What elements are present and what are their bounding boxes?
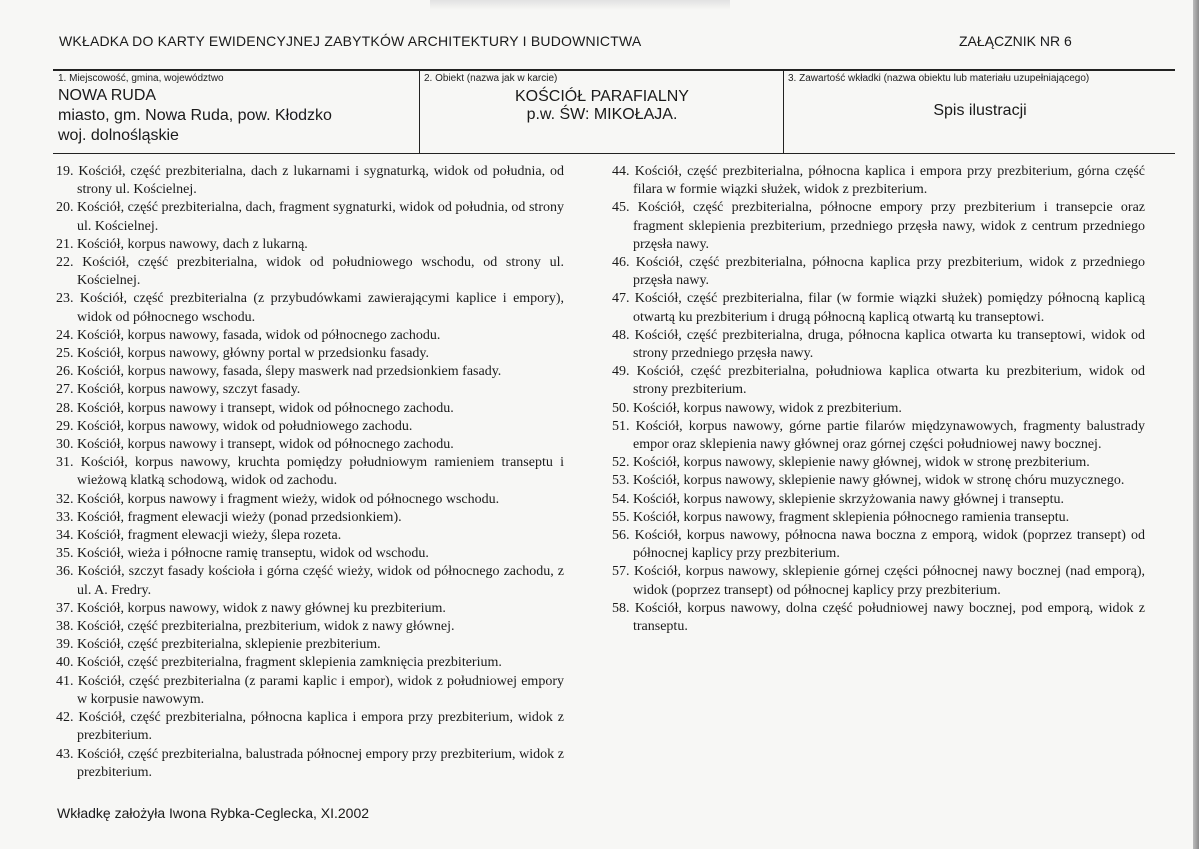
content-cell [783,71,1175,153]
list-item: 50. Kościół, korpus nawowy, widok z prezbiterium. [612,400,902,416]
scan-shadow [430,0,730,10]
list-item: 28. Kościół, korpus nawowy i transept, widok od północnego zachodu. [56,400,454,416]
list-item: 54. Kościół, korpus nawowy, sklepienie skrzyżowania nawy głównej i transeptu. [612,491,1065,507]
list-item: 34. Kościół, fragment elewacji wieży, ślepa rozeta. [56,528,342,544]
list-item: 31. Kościół, korpus nawowy, kruchta pomiędzy południowym ramieniem transeptu i wieżową klatką schodową, widok od zachodu. [56,455,564,489]
list-item: 22. Kościół, część prezbiterialna, widok od południowego wschodu, od strony ul. Kościelnej. [56,255,564,289]
object-dedication: p.w. ŚW: MIKOŁAJA. [526,106,678,123]
list-item: 19. Kościół, część prezbiterialna, dach z lukarnami i sygnaturką, widok od południa, od strony ul. Kościelnej. [56,164,564,198]
author-note: Wkładkę założyła Iwona Rybka-Ceglecka, XI.2002 [57,805,370,821]
list-item: 49. Kościół, część prezbiterialna, południowa kaplica otwarta ku prezbiterium, widok od strony prezbiterium. [612,364,1145,398]
list-item: 48. Kościół, część prezbiterialna, druga, północna kaplica otwarta ku transeptowi, widok od strony przedniego przęsła nawy. [612,327,1145,362]
list-item: 36. Kościół, szczyt fasady kościoła i górna część wieży, widok od północnego zachodu, z ul. A. Fredry. [56,564,564,598]
illustration-list-right [612,163,1145,636]
location-label: 1. Miejscowość, gmina, województwo [58,73,224,84]
list-item: 56. Kościół, korpus nawowy, północna nawa boczna z emporą, widok (poprzez transept) od północnej kaplicy przy prezbiterium. [612,528,1145,562]
list-item: 41. Kościół, część prezbiterialna (z parami kaplic i empor), widok z południowej empory w korpusie nawowym. [56,673,564,707]
list-item: 32. Kościół, korpus nawowy i fragment wieży, widok od północnego wschodu. [56,491,500,507]
list-item: 39. Kościół, część prezbiterialna, sklepienie prezbiterium. [56,637,381,653]
object-cell [419,71,783,153]
list-item: 29. Kościół, korpus nawowy, widok od południowego zachodu. [56,418,413,434]
illustration-list-left [56,163,564,782]
list-item: 43. Kościół, część prezbiterialna, balustrada północnej empory przy prezbiterium, widok z prezbiterium. [56,746,564,780]
list-item: 57. Kościół, korpus nawowy, sklepienie górnej części północnej nawy bocznej (nad emporą), widok (poprzez transept) od północnej kaplicy przy prezbiterium. [612,564,1145,598]
list-item: 27. Kościół, korpus nawowy, szczyt fasady. [56,382,301,398]
list-item: 20. Kościół, część prezbiterialna, dach, fragment sygnaturki, widok od południa, od strony ul. Kościelnej. [56,200,564,234]
list-item: 24. Kościół, korpus nawowy, fasada, widok od północnego zachodu. [56,327,441,343]
list-item: 33. Kościół, fragment elewacji wieży (ponad przedsionkiem). [56,509,402,525]
location-voivodeship: woj. dolnośląskie [58,127,179,144]
content-label: 3. Zawartość wkładki (nazwa obiektu lub materiału uzupełniającego) [788,73,1090,84]
form-header-table [53,69,1175,154]
list-item: 25. Kościół, korpus nawowy, główny portal w przedsionku fasady. [56,346,430,362]
list-item: 35. Kościół, wieża i północne ramię transeptu, widok od wschodu. [56,546,429,562]
list-item: 30. Kościół, korpus nawowy i transept, widok od północnego zachodu. [56,437,454,453]
list-item: 21. Kościół, korpus nawowy, dach z lukarną. [56,236,308,252]
list-item: 44. Kościół, część prezbiterialna, północna kaplica i empora przy prezbiterium, górna część filara w formie wiązki służek, widok z prezbiterium. [612,164,1145,198]
list-item: 38. Kościół, część prezbiterialna, prezbiterium, widok z nawy głównej. [56,619,455,635]
list-item: 51. Kościół, korpus nawowy, górne partie filarów międzynawowych, fragmenty balustrady empor oraz sklepienia nawy głównej oraz górnej części południowej nawy bocznej. [612,418,1145,453]
location-cell [53,71,419,153]
list-item: 45. Kościół, część prezbiterialna, północne empory przy prezbiterium i transepcie oraz fragment sklepienia prezbiterium, przedniego przęsła nawy, widok z centrum przedniego przęsła nawy. [612,200,1145,252]
list-item: 53. Kościół, korpus nawowy, sklepienie nawy głównej, widok w stronę chóru muzycznego. [612,473,1125,489]
location-municipality: miasto, gm. Nowa Ruda, pow. Kłodzko [58,107,332,124]
scan-edge [1193,0,1199,849]
list-item: 46. Kościół, część prezbiterialna, północna kaplica przy prezbiterium, widok z przedniego przęsła nawy. [612,255,1145,289]
list-item: 52. Kościół, korpus nawowy, sklepienie nawy głównej, widok w stronę prezbiterium. [612,455,1090,471]
list-item: 37. Kościół, korpus nawowy, widok z nawy głównej ku prezbiterium. [56,600,446,616]
location-name: NOWA RUDA [58,87,157,104]
object-label: 2. Obiekt (nazwa jak w karcie) [424,73,558,84]
page-title: WKŁADKA DO KARTY EWIDENCYJNEJ ZABYTKÓW ARCHITEKTURY I BUDOWNICTWA [59,33,642,49]
list-item: 55. Kościół, korpus nawowy, fragment sklepienia północnego ramienia transeptu. [612,509,1070,525]
list-item: 47. Kościół, część prezbiterialna, filar (w formie wiązki służek) pomiędzy północną kaplicą otwartą ku prezbiterium i drugą północną kaplicą otwartą ku transeptowi. [612,291,1145,325]
list-item: 23. Kościół, część prezbiterialna (z przybudówkami zawierającymi kaplice i empory), widok od północnego wschodu. [56,291,564,325]
list-item: 42. Kościół, część prezbiterialna, północna kaplica i empora przy prezbiterium, widok z prezbiterium. [56,710,564,744]
list-item: 40. Kościół, część prezbiterialna, fragment sklepienia zamknięcia prezbiterium. [56,655,502,671]
list-item: 58. Kościół, korpus nawowy, dolna część południowej nawy bocznej, pod emporą, widok z transeptu. [612,600,1145,635]
list-item: 26. Kościół, korpus nawowy, fasada, ślepy maswerk nad przedsionkiem fasady. [56,364,502,380]
annex-number: ZAŁĄCZNIK NR 6 [959,33,1072,49]
content-value: Spis ilustracji [933,102,1027,119]
object-name: KOŚCIÓŁ PARAFIALNY [515,88,689,105]
